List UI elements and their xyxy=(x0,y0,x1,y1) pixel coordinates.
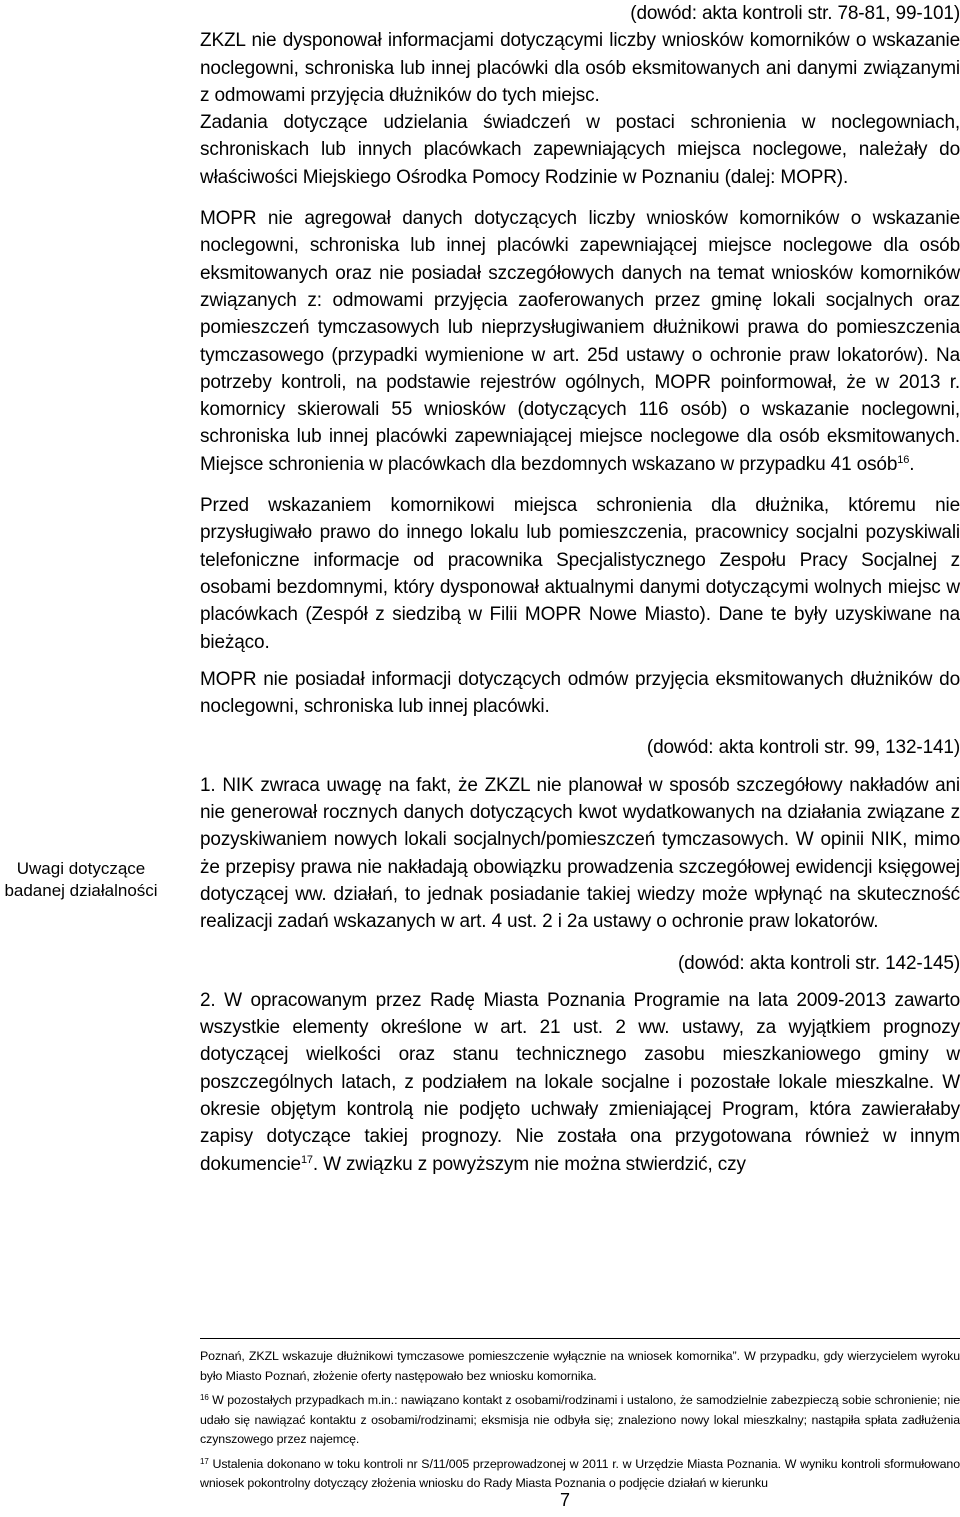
footnote-ref-16: 16 xyxy=(897,453,910,466)
footnote-16-text: W pozostałych przypadkach m.in.: nawiązano kontakt z osobami/rodzinami i ustalono, że samodzielnie zabezpieczą sobie schronienie; nie udało się nawiązać kontaktu z osobami/rodzinami; eksmisja nie odbyła się; znaleziono nowy lokal mieszkalny; nastąpiła spłata zadłużenia czynszowego przez najemcę. xyxy=(200,1393,960,1446)
paragraph-remark-2-text: 2. W opracowanym przez Radę Miasta Poznania Programie na lata 2009-2013 zawarto wszystkie elementy określone w art. 21 ust. 2 ww. ustawy, za wyjątkiem prognozy dotyczącej wielkości oraz stanu technicznego zasobu mieszkaniowego gminy w poszczególnych latach, z podziałem na lokale socjalne i pozostałe lokale mieszkalne. W okresie objętym kontrolą nie podjęto uchwały zmieniającej Program, która zawierałaby zapisy dotyczące takiej prognozy. Nie została ona przygotowana również w innym dokumencie xyxy=(200,989,960,1175)
footnote-17-text: Ustalenia dokonano w toku kontroli nr S/11/005 przeprowadzonej w 2011 r. w Urzędzie Miasta Poznania. W wyniku kontroli sformułowano wniosek pokontrolny dotyczący złożenia wniosku do Rady Miasta Poznania o podjęcie działań w kierunku xyxy=(200,1456,960,1490)
sidebar-label-line-2: badanej działalności xyxy=(4,881,158,900)
page-number: 7 xyxy=(560,1490,571,1510)
paragraph-remark-2 xyxy=(200,987,960,1178)
footnote-ref-17: 17 xyxy=(300,1153,313,1166)
evidence-reference-top: (dowód: akta kontroli str. 78-81, 99-101) xyxy=(630,3,960,24)
evidence-reference-2: (dowód: akta kontroli str. 99, 132-141) xyxy=(646,737,960,759)
footnote-divider xyxy=(200,1338,960,1339)
paragraph-social-workers: Przed wskazaniem komornikowi miejsca schronienia dla dłużnika, któremu nie przysługiwało prawo do innego lokalu lub pomieszczenia, pracownicy socjalni pozyskiwali telefoniczne informacje od pracownika Specjalistycznego Zespołu Pracy Socjalnej z osobami bezdomnymi, który dysponował aktualnymi danymi dotyczącymi wolnych miejsc w placówkach (Zespół z siedzibą w Filii MOPR Nowe Miasto). Dane te były uzyskiwane na bieżąco. xyxy=(200,495,960,653)
paragraph-refusals: MOPR nie posiadał informacji dotyczących odmów przyjęcia eksmitowanych dłużników do noclegowni, schroniska lub innej placówki. xyxy=(200,668,960,718)
footnote-16-number: 16 xyxy=(200,1393,209,1402)
main-text xyxy=(200,0,960,1178)
footnote-16 xyxy=(200,1391,960,1450)
paragraph-mopr-data xyxy=(200,205,960,478)
paragraph-remark-1: 1. NIK zwraca uwagę na fakt, że ZKZL nie planował w sposób szczegółowy nakładów ani nie generował rocznych danych dotyczących kwot wydatkowanych na działania związane z pozyskiwaniem nowych lokali socjalnych/pomieszczeń tymczasowych. W opinii NIK, mimo że przepisy prawa nie nakładają obowiązku prowadzenia szczegółowej ewidencji księgowej dotyczącej ww. działań, to jednak posiadanie takiej wiedzy może wpłynąć na skuteczność realizacji zadań wskazanych w art. 4 ust. 2 i 2a ustawy o ochronie praw lokatorów. xyxy=(200,774,960,933)
sidebar-section-label xyxy=(0,858,162,902)
sidebar-label-line-1: Uwagi dotyczące xyxy=(16,859,146,878)
paragraph-remark-2-end: . W związku z powyższym nie można stwierdzić, czy xyxy=(312,1153,746,1175)
paragraph-zkzl-requests: ZKZL nie dysponował informacjami dotyczącymi liczby wniosków komorników o wskazanie noclegowni, schroniska lub innej placówki dla osób eksmitowanych ani danymi związanymi z odmowami przyjęcia dłużników do tych miejsc. xyxy=(200,30,960,106)
footnote-17 xyxy=(200,1455,960,1494)
footnote-17-number: 17 xyxy=(200,1456,209,1466)
footnote-continuation: Poznań, ZKZL wskazuje dłużnikowi tymczasowe pomieszczenie wyłącznie na wniosek komornika”. W przypadku, gdy wierzycielem wyroku było Miasto Poznań, złożenie oferty następowało bez wniosku komornika. xyxy=(200,1349,960,1383)
footnotes xyxy=(200,1338,960,1494)
evidence-reference-3: (dowód: akta kontroli str. 142-145) xyxy=(677,952,960,974)
paragraph-mopr-data-text: MOPR nie agregował danych dotyczących liczby wniosków komorników o wskazanie noclegowni, schroniska lub innej placówki zapewniającej miejsce noclegowe dla osób eksmitowanych oraz nie posiadał szczegółowych danych na temat wniosków komorników związanych z: odmowami przyjęcia zaoferowanych przez gminę lokali socjalnych oraz pomieszczeń tymczasowych lub nieprzysługiwaniem dłużnikowi prawa do pomieszczenia tymczasowego (przypadki wymienione w art. 25d ustawy o ochronie praw lokatorów). Na potrzeby kontroli, na podstawie rejestrów ogólnych, MOPR poinformował, że w 2013 r. komornicy skierowali 55 wniosków (dotyczących 116 osób) o wskazanie noclegowni, schroniska lub innej placówki zapewniającej miejsce noclegowe dla osób eksmitowanych. Miejsce schronienia w placówkach dla bezdomnych wskazano w przypadku 41 osób xyxy=(200,208,960,475)
paragraph-mopr-data-end: . xyxy=(909,453,915,475)
paragraph-mopr-competence: Zadania dotyczące udzielania świadczeń w postaci schronienia w noclegowniach, schroniskach lub innych placówkach zapewniających miejsca noclegowe, należały do właściwości Miejskiego Ośrodka Pomocy Rodzinie w Poznaniu (dalej: MOPR). xyxy=(200,112,960,188)
